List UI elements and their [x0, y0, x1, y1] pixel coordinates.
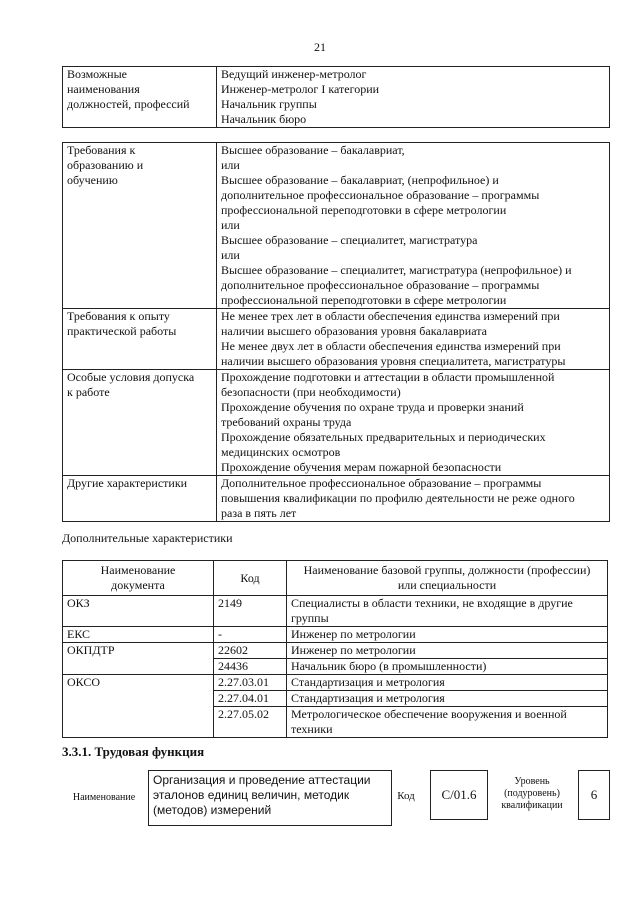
additional-characteristics-title: Дополнительные характеристики — [62, 531, 233, 545]
labor-function-title: 3.3.1. Трудовая функция — [62, 744, 205, 759]
label-line: Другие характеристики — [67, 476, 188, 490]
code-cell: 2.27.05.02 — [214, 707, 287, 738]
header-line: Наименование — [100, 563, 176, 577]
table-row — [63, 659, 608, 675]
header-document — [63, 561, 214, 596]
doc-cell: ОКСО — [63, 675, 214, 691]
requirements-table — [62, 142, 610, 522]
name-cell — [287, 707, 608, 738]
table-header-row — [63, 561, 608, 596]
experience-row — [63, 309, 610, 370]
text-line: Высшее образование – специалитет, магистратура (непрофильное) и — [221, 263, 572, 277]
text-line: дополнительное профессиональное образование – программы — [221, 278, 540, 292]
name-line: Метрологическое обеспечение вооружения и военной — [291, 707, 567, 721]
special-conditions-values — [217, 370, 610, 476]
header-name — [287, 561, 608, 596]
text-line: безопасности (при необходимости) — [221, 385, 401, 399]
text-line: Дополнительное профессиональное образование – программы — [221, 476, 542, 490]
position-item: Начальник группы — [221, 97, 317, 111]
text-line: наличии высшего образования уровня бакалавриата — [221, 324, 487, 338]
code-value-box — [430, 770, 488, 820]
label-line: Требования к — [67, 143, 136, 157]
text-line: профессиональной переподготовки в сфере метрологии — [221, 203, 507, 217]
level-label-line: (подуровень) — [504, 788, 560, 799]
text-line: дополнительное профессиональное образование – программы — [221, 188, 540, 202]
doc-cell — [63, 659, 214, 675]
label-line: образованию и — [67, 158, 144, 172]
other-characteristics-values — [217, 476, 610, 522]
page-number: 21 — [314, 40, 326, 54]
code-cell: 2149 — [214, 596, 287, 627]
table-row — [63, 675, 608, 691]
positions-label — [63, 67, 217, 128]
level-value: 6 — [590, 787, 598, 802]
function-name-line: (методов) измерений — [153, 803, 272, 817]
text-line: профессиональной переподготовки в сфере метрологии — [221, 293, 507, 307]
text-line: Высшее образование – специалитет, магистратура — [221, 233, 478, 247]
header-line: или специальности — [397, 578, 497, 592]
header-line: документа — [111, 578, 165, 592]
positions-label-line: наименования — [67, 82, 140, 96]
level-value-box — [578, 770, 610, 820]
name-line: техники — [291, 722, 333, 736]
header-code: Код — [214, 561, 287, 596]
code-value: С/01.6 — [441, 787, 477, 802]
position-item: Ведущий инженер-метролог — [221, 67, 367, 81]
text-line: Не менее двух лет в области обеспечения единства измерений при — [221, 339, 561, 353]
text-line: наличии высшего образования уровня специалитета, магистратуры — [221, 354, 566, 368]
position-item: Начальник бюро — [221, 112, 307, 126]
code-cell: - — [214, 627, 287, 643]
label-line: обучению — [67, 173, 118, 187]
additional-characteristics-table — [62, 560, 608, 738]
text-line: медицинских осмотров — [221, 445, 341, 459]
education-row — [63, 143, 610, 309]
name-cell: Инженер по метрологии — [287, 643, 608, 659]
position-item: Инженер-метролог I категории — [221, 82, 380, 96]
text-line: Не менее трех лет в области обеспечения единства измерений при — [221, 309, 560, 323]
education-label — [63, 143, 217, 309]
text-line: Прохождение обучения по охране труда и проверки знаний — [221, 400, 524, 414]
label-line: к работе — [67, 385, 110, 399]
code-cell: 2.27.04.01 — [214, 691, 287, 707]
function-name-box — [148, 770, 392, 826]
doc-cell — [63, 691, 214, 707]
experience-label — [63, 309, 217, 370]
code-cell: 2.27.03.01 — [214, 675, 287, 691]
special-conditions-row — [63, 370, 610, 476]
doc-cell: ОКПДТР — [63, 643, 214, 659]
positions-table — [62, 66, 610, 128]
label-line: Требования к опыту — [67, 309, 170, 323]
positions-label-line: должностей, профессий — [67, 97, 190, 111]
text-line: раза в пять лет — [221, 506, 297, 520]
level-label-line: Уровень — [514, 776, 550, 787]
header-line: Наименование базовой группы, должности (профессии) — [303, 563, 591, 577]
table-row — [63, 627, 608, 643]
text-line: Высшее образование – бакалавриат, (непрофильное) и — [221, 173, 499, 187]
other-characteristics-row — [63, 476, 610, 522]
qualification-level-label — [494, 776, 570, 812]
code-label: Код — [397, 790, 415, 802]
function-name-line: эталонов единиц величин, методик — [153, 788, 350, 802]
doc-cell — [63, 707, 214, 738]
text-line: Высшее образование – бакалавриат, — [221, 143, 405, 157]
text-line: требований охраны труда — [221, 415, 352, 429]
name-cell: Стандартизация и метрология — [287, 675, 608, 691]
text-line: или — [221, 158, 240, 172]
table-row — [63, 707, 608, 738]
name-cell — [287, 596, 608, 627]
name-line: группы — [291, 611, 329, 625]
table-row — [63, 643, 608, 659]
level-label-line: квалификации — [501, 800, 563, 811]
table-row — [63, 691, 608, 707]
name-cell: Начальник бюро (в промышленности) — [287, 659, 608, 675]
special-conditions-label — [63, 370, 217, 476]
text-line: Прохождение подготовки и аттестации в области промышленной — [221, 370, 555, 384]
positions-label-line: Возможные — [67, 67, 127, 81]
text-line: Прохождение обучения мерам пожарной безопасности — [221, 460, 502, 474]
function-name-line: Организация и проведение аттестации — [153, 773, 371, 787]
text-line: Прохождение обязательных предварительных и периодических — [221, 430, 546, 444]
code-cell: 24436 — [214, 659, 287, 675]
positions-values — [217, 67, 610, 128]
text-line: или — [221, 218, 240, 232]
education-values — [217, 143, 610, 309]
text-line: или — [221, 248, 240, 262]
name-cell: Стандартизация и метрология — [287, 691, 608, 707]
name-cell: Инженер по метрологии — [287, 627, 608, 643]
table-row — [63, 596, 608, 627]
label-line: Особые условия допуска — [67, 370, 195, 384]
text-line: повышения квалификации по профилю деятельности не реже одного — [221, 491, 575, 505]
name-line: Специалисты в области техники, не входящие в другие — [291, 596, 573, 610]
code-cell: 22602 — [214, 643, 287, 659]
label-line: практической работы — [67, 324, 177, 338]
name-label: Наименование — [72, 792, 136, 803]
experience-values — [217, 309, 610, 370]
doc-cell: ЕКС — [63, 627, 214, 643]
other-characteristics-label — [63, 476, 217, 522]
doc-cell: ОКЗ — [63, 596, 214, 627]
